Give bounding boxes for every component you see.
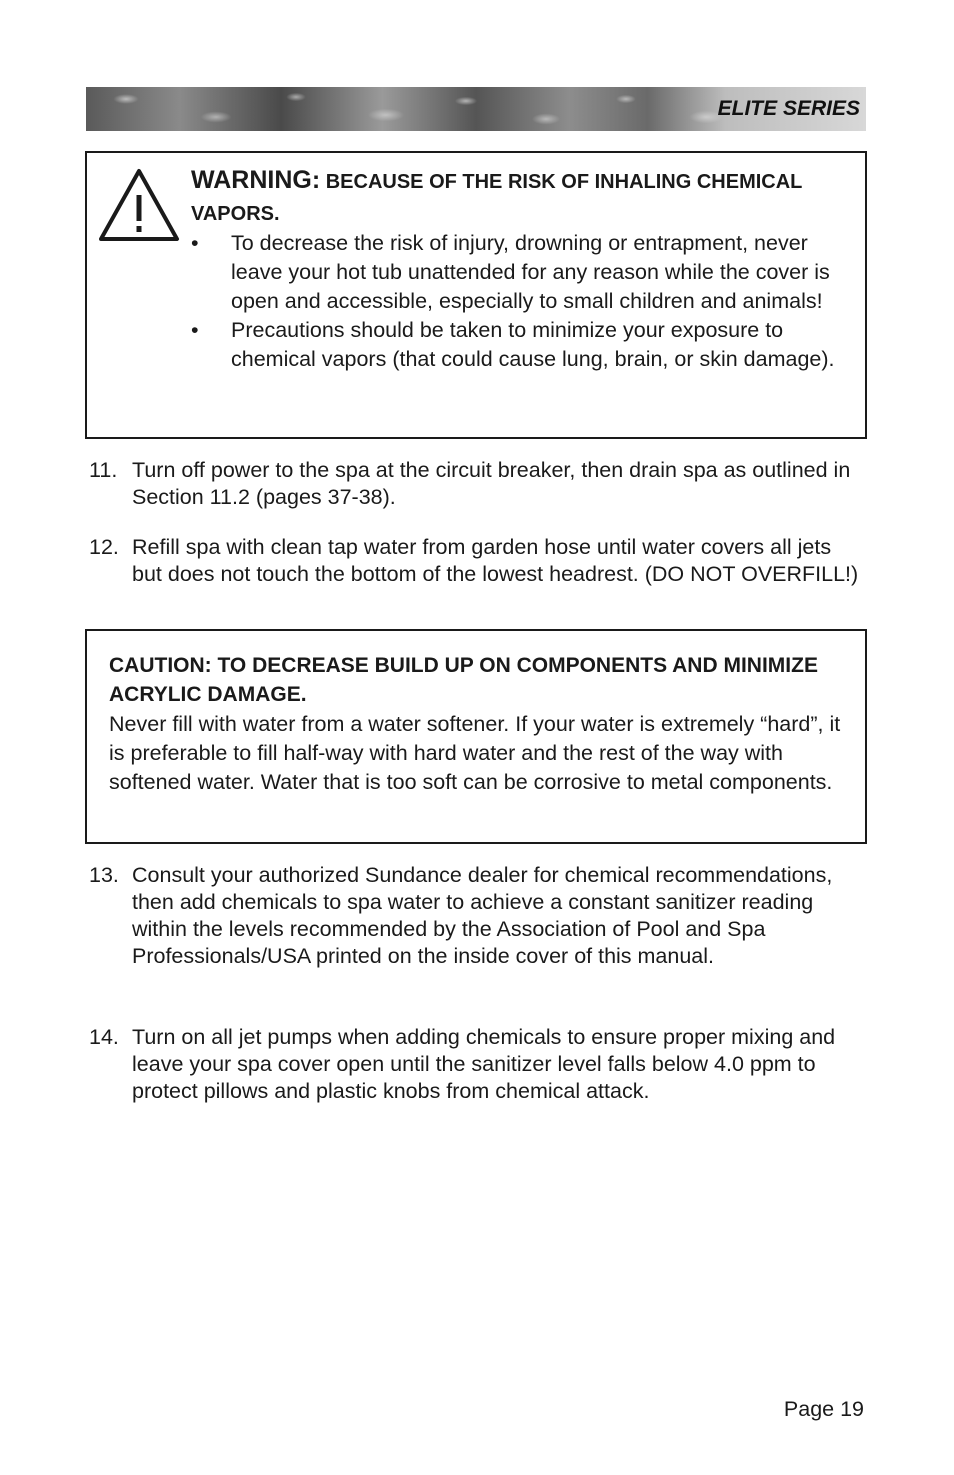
step-text: Refill spa with clean tap water from garden hose until water covers all jets but does not touch the bottom of the lowest headrest. (DO NOT OVERFILL!) bbox=[132, 535, 859, 586]
series-title: ELITE SERIES bbox=[717, 97, 860, 120]
header-banner bbox=[86, 87, 866, 131]
step-item bbox=[89, 457, 865, 511]
warning-label: WARNING: bbox=[191, 166, 321, 194]
warning-bullet-item bbox=[191, 229, 851, 316]
caution-box bbox=[85, 629, 867, 844]
warning-list bbox=[191, 229, 851, 374]
bullet-icon: • bbox=[191, 318, 199, 342]
page-number: Page 19 bbox=[783, 1397, 864, 1421]
warning-box bbox=[85, 151, 867, 439]
step-text: Turn on all jet pumps when adding chemicals to ensure proper mixing and leave your spa cover open until the sanitizer level falls below 4.0 ppm to protect pillows and plastic knobs from chemical attack. bbox=[132, 1025, 836, 1103]
step-item bbox=[89, 534, 865, 588]
warning-bullet-text: Precautions should be taken to minimize your exposure to chemical vapors (that could cause lung, brain, or skin damage). bbox=[231, 318, 835, 371]
warning-heading bbox=[191, 165, 851, 231]
step-number: 12. bbox=[89, 535, 119, 559]
warning-bullet-item bbox=[191, 316, 851, 374]
step-text: Turn off power to the spa at the circuit breaker, then drain spa as outlined in Section 11.2 (pages 37-38). bbox=[132, 458, 851, 509]
warning-triangle-icon bbox=[97, 167, 181, 243]
step-number: 11. bbox=[89, 458, 118, 482]
warning-bullet-text: To decrease the risk of injury, drowning or entrapment, never leave your hot tub unattended for any reason while the cover is open and accessible, especially to small children and animals! bbox=[231, 231, 830, 313]
bullet-icon: • bbox=[191, 231, 199, 255]
caution-body: Never fill with water from a water softener. If your water is extremely “hard”, it is preferable to fill half-way with hard water and the rest of the way with softened water. Water that is too soft can be corrosive to metal components. bbox=[109, 712, 841, 794]
step-item bbox=[89, 1024, 865, 1105]
step-number: 14. bbox=[89, 1025, 119, 1049]
caution-title: CAUTION: TO DECREASE BUILD UP ON COMPONENTS AND MINIMIZE ACRYLIC DAMAGE. bbox=[109, 654, 818, 706]
step-text: Consult your authorized Sundance dealer for chemical recommendations, then add chemicals to spa water to achieve a constant sanitizer reading within the levels recommended by the Association of Pool and Spa Professionals/USA printed on the inside cover of this manual. bbox=[132, 863, 833, 968]
warning-heading-text: BECAUSE OF THE RISK OF INHALING CHEMICAL VAPORS. bbox=[191, 171, 803, 225]
step-number: 13. bbox=[89, 863, 119, 887]
step-item bbox=[89, 862, 865, 970]
